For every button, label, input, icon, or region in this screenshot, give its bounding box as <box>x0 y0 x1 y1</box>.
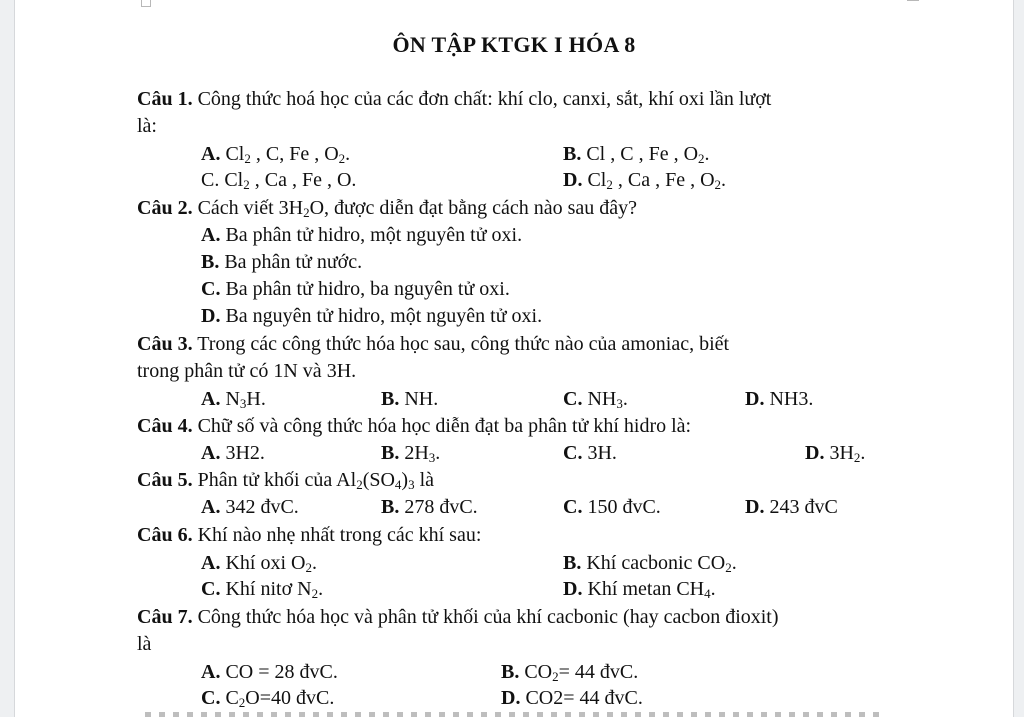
question-5-option-b: B. 278 đvC. <box>381 496 478 518</box>
question-label: Câu 1. <box>137 88 193 110</box>
question-7-option-a: A. CO = 28 đvC. <box>201 661 338 683</box>
question-6-option-a: A. Khí oxi $O_2$. <box>201 552 317 575</box>
question-1-option-d: D. $Cl_2$ , Ca , Fe , $O_2$. <box>563 169 727 192</box>
question-label: Câu 5. <box>137 469 193 491</box>
question-1-continued <box>137 113 157 139</box>
question-1-option-a: A. $Cl_2$ , C, Fe , $O_2$. <box>201 143 351 166</box>
question-7: Câu 7. Công thức hóa học và phân tử khối của khí cacbonic (hay cacbon đioxit) <box>137 606 779 628</box>
question-4-option-d: D. $3H_2$. <box>805 442 866 465</box>
question-3-continued: trong phân tử có 1N và 3H. <box>137 360 357 382</box>
question-1-option-c: C. $Cl_2$ , Ca , Fe , O. <box>201 169 357 192</box>
question-6-option-b: B. Khí cacbonic $CO_2$. <box>563 552 737 575</box>
question-label: Câu 2. <box>137 197 193 219</box>
question-4: Câu 4. Chữ số và công thức hóa học diễn đạt ba phân tử khí hidro là: <box>137 415 692 437</box>
question-4-option-b: B. $2H_3$. <box>381 442 441 465</box>
question-3-option-c: C. $NH_3$. <box>563 388 628 411</box>
question-3: Câu 3. Trong các công thức hóa học sau, công thức nào của amoniac, biết <box>137 333 730 355</box>
document-page <box>14 0 1014 717</box>
question-7-option-c: C. $C_2O=40$ đvC. <box>201 687 335 710</box>
question-3-option-d: D. NH3. <box>745 388 814 410</box>
question-text: Công thức hoá học của các đơn chất: khí clo, canxi, sắt, khí oxi lần lượt <box>192 88 772 110</box>
question-3-option-a: A. $N_3H$. <box>201 388 266 411</box>
page-title: ÔN TẬP KTGK I HÓA 8 <box>392 32 636 57</box>
question-1-option-b: B. Cl , C , Fe , $O_2$. <box>563 143 710 166</box>
page-corner-mark <box>141 0 151 7</box>
question-label: Câu 3. <box>137 333 193 355</box>
question-7-option-b: B. $CO_2= 44$ đvC. <box>501 661 639 684</box>
question-label: Câu 6. <box>137 524 193 546</box>
question-4-option-a: A. 3H2. <box>201 442 265 464</box>
question-text: là: <box>137 115 157 137</box>
question-4-option-c: C. 3H. <box>563 442 617 464</box>
question-3-option-b: B. NH. <box>381 388 439 410</box>
question-5: Câu 5. Phân tử khối của $Al_2(SO_4)_3$ là <box>137 469 435 492</box>
question-6: Câu 6. Khí nào nhẹ nhất trong các khí sau: <box>137 524 482 546</box>
question-5-option-d: D. 243 đvC <box>745 496 838 518</box>
question-2-option-b: B. Ba phân tử nước. <box>201 251 363 273</box>
question-1 <box>137 86 771 112</box>
question-7-option-d: D. CO2= 44 đvC. <box>501 687 643 709</box>
question-2: Câu 2. Cách viết $3H_2O$, được diễn đạt bằng cách nào sau đây? <box>137 197 638 220</box>
next-line-cutoff <box>145 712 885 717</box>
question-2-option-a: A. Ba phân tử hidro, một nguyên tử oxi. <box>201 224 523 246</box>
question-6-option-c: C. Khí nitơ $N_2$. <box>201 578 324 601</box>
question-label: Câu 4. <box>137 415 193 437</box>
question-7-continued: là <box>137 633 152 655</box>
question-2-option-d: D. Ba nguyên tử hidro, một nguyên tử oxi. <box>201 305 543 327</box>
question-2-option-c: C. Ba phân tử hidro, ba nguyên tử oxi. <box>201 278 510 300</box>
question-label: Câu 7. <box>137 606 193 628</box>
page-corner-tick <box>907 0 919 1</box>
question-5-option-c: C. 150 đvC. <box>563 496 661 518</box>
question-5-option-a: A. 342 đvC. <box>201 496 299 518</box>
question-6-option-d: D. Khí metan $CH_4$. <box>563 578 716 601</box>
